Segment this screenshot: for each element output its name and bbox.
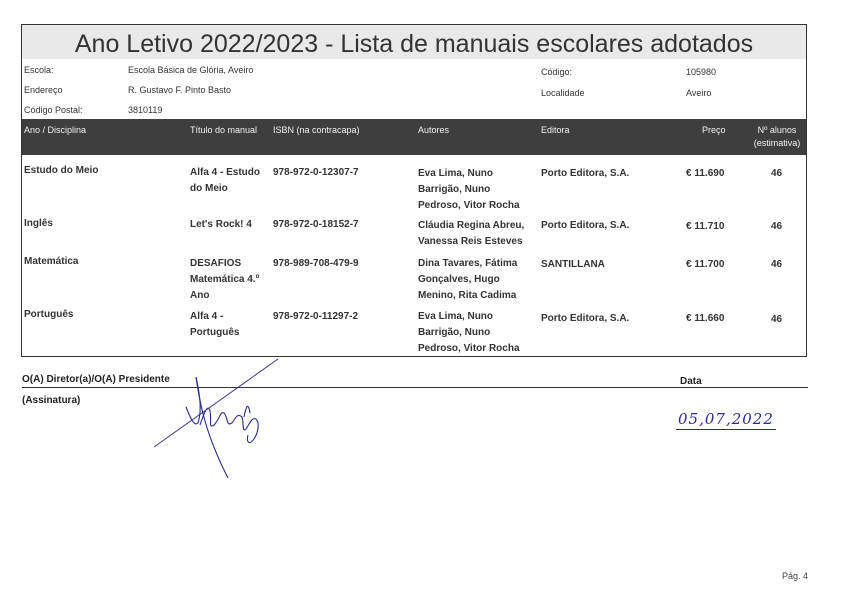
row1-titulo xyxy=(190,165,260,197)
row4-disciplina: Português xyxy=(24,309,74,320)
row4-autores-line: Pedroso, Vitor Rocha xyxy=(418,343,520,354)
header-editora: Editora xyxy=(541,125,570,135)
endereco-value: R. Gustavo F. Pinto Basto xyxy=(128,85,232,95)
header-titulo: Título do manual xyxy=(190,125,258,135)
row3-autores-line: Gonçalves, Hugo xyxy=(418,274,500,285)
codigo-value: 105980 xyxy=(686,67,717,77)
assinatura-label: (Assinatura) xyxy=(22,395,81,406)
row4-autores-line: Eva Lima, Nuno xyxy=(418,311,494,322)
row3-titulo-line: Ano xyxy=(190,290,210,301)
header-autores: Autores xyxy=(418,125,450,135)
page-number: Pág. 4 xyxy=(781,571,808,581)
header-alunos xyxy=(748,125,806,148)
row2-preco: € 11.710 xyxy=(686,221,725,232)
row4-autores-line: Barrigão, Nuno xyxy=(418,327,491,338)
row1-editora: Porto Editora, S.A. xyxy=(541,168,630,179)
row3-isbn: 978-989-708-479-9 xyxy=(273,258,359,269)
row3-titulo xyxy=(190,256,259,304)
header-preco: Preço xyxy=(702,125,726,135)
row1-titulo-line: do Meio xyxy=(190,183,228,194)
signature-line xyxy=(22,387,808,388)
row2-titulo: Let's Rock! 4 xyxy=(190,219,252,230)
row3-autores-line: Dina Tavares, Fátima xyxy=(418,258,518,269)
row1-alunos: 46 xyxy=(771,168,783,179)
director-label: O(A) Diretor(a)/O(A) Presidente xyxy=(22,374,170,385)
header-disciplina: Ano / Disciplina xyxy=(24,125,87,135)
row1-autores-line: Pedroso, Vitor Rocha xyxy=(418,200,520,211)
row3-autores xyxy=(418,256,517,304)
row1-autores-line: Eva Lima, Nuno xyxy=(418,168,494,179)
row3-editora: SANTILLANA xyxy=(541,259,605,270)
row1-autores xyxy=(418,166,520,214)
row4-alunos: 46 xyxy=(771,314,783,325)
row2-disciplina: Inglês xyxy=(24,218,53,229)
row2-isbn: 978-972-0-18152-7 xyxy=(273,219,359,230)
row1-autores-line: Barrigão, Nuno xyxy=(418,184,491,195)
row4-isbn: 978-972-0-11297-2 xyxy=(273,311,359,322)
row4-titulo-line: Alfa 4 - xyxy=(190,311,224,322)
table-header xyxy=(22,119,806,155)
row3-titulo-line: DESAFIOS xyxy=(190,258,242,269)
row4-preco: € 11.660 xyxy=(686,313,725,324)
codpostal-value: 3810119 xyxy=(128,105,163,115)
codigo-label: Código: xyxy=(541,67,573,77)
row2-editora: Porto Editora, S.A. xyxy=(541,220,630,231)
row3-disciplina: Matemática xyxy=(24,256,79,267)
localidade-value: Aveiro xyxy=(686,88,712,98)
row4-titulo xyxy=(190,309,239,341)
header-isbn: ISBN (na contracapa) xyxy=(273,125,360,135)
localidade-label: Localidade xyxy=(541,88,585,98)
codpostal-label: Código Postal: xyxy=(24,105,83,115)
row3-alunos: 46 xyxy=(771,259,783,270)
row3-autores-line: Menino, Rita Cadima xyxy=(418,290,517,301)
row3-titulo-line: Matemática 4.º xyxy=(190,274,260,285)
row1-isbn: 978-972-0-12307-7 xyxy=(273,167,359,178)
row2-alunos: 46 xyxy=(771,221,783,232)
row2-autores xyxy=(418,218,524,250)
row3-preco: € 11.700 xyxy=(686,259,725,270)
row1-titulo-line: Alfa 4 - Estudo xyxy=(190,167,261,178)
header-alunos-line1: Nº alunos xyxy=(757,125,797,135)
row2-autores-line: Cláudia Regina Abreu, xyxy=(418,220,525,231)
header-alunos-line2: (estimativa) xyxy=(753,138,801,148)
data-label: Data xyxy=(680,376,702,387)
handwritten-date: 05,07,2022 xyxy=(678,410,774,428)
row2-autores-line: Vanessa Reis Esteves xyxy=(418,236,523,247)
row4-autores xyxy=(418,309,520,357)
escola-label: Escola: xyxy=(24,65,54,75)
row1-disciplina: Estudo do Meio xyxy=(24,165,99,176)
handwritten-signature xyxy=(150,355,290,485)
row4-editora: Porto Editora, S.A. xyxy=(541,313,630,324)
escola-value: Escola Básica de Glória, Aveiro xyxy=(128,65,254,75)
endereco-label: Endereço xyxy=(24,85,63,95)
row1-preco: € 11.690 xyxy=(686,168,725,179)
page-title: Ano Letivo 2022/2023 - Lista de manuais escolares adotados xyxy=(74,30,754,58)
row4-titulo-line: Português xyxy=(190,327,240,338)
